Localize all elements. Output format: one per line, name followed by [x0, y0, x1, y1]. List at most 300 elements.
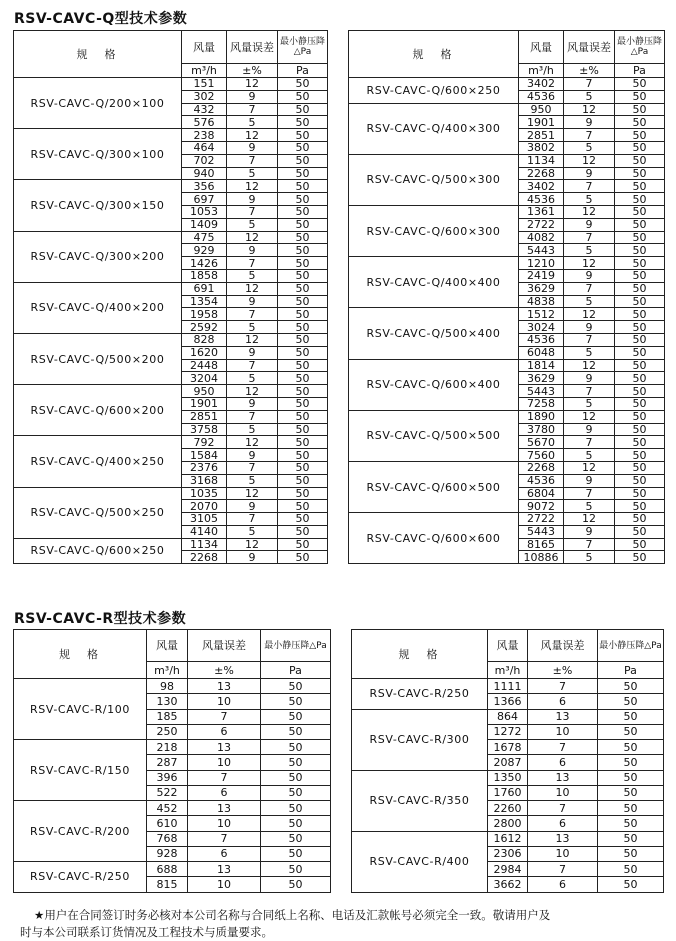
airflow-cell: 1958: [182, 308, 227, 321]
airflow-cell: 2448: [182, 359, 227, 372]
model-cell: RSV-CAVC-Q/300×150: [14, 180, 182, 231]
airflow-cell: 1584: [182, 449, 227, 462]
tolerance-cell: 10: [528, 724, 598, 739]
airflow-cell: 950: [182, 385, 227, 398]
airflow-cell: 1035: [182, 487, 227, 500]
table-row: [352, 679, 664, 694]
tolerance-cell: 7: [528, 679, 598, 694]
tolerance-cell: 12: [564, 410, 615, 423]
pressure-cell: 50: [615, 372, 665, 385]
header-airflow: 风量: [519, 31, 564, 64]
pressure-cell: 50: [278, 103, 328, 116]
pressure-cell: 50: [615, 154, 665, 167]
pressure-cell: 50: [261, 785, 331, 800]
tolerance-cell: 5: [564, 295, 615, 308]
airflow-cell: 4536: [519, 474, 564, 487]
header-min-pressure: 最小静压降△Pa: [598, 630, 664, 662]
pressure-cell: 50: [278, 129, 328, 142]
airflow-cell: 3402: [519, 180, 564, 193]
header-min-pressure: 最小静压降△Pa: [261, 630, 331, 662]
tolerance-cell: 5: [227, 269, 278, 282]
pressure-cell: 50: [615, 346, 665, 359]
pressure-cell: 50: [278, 269, 328, 282]
pressure-cell: 50: [598, 846, 664, 861]
tolerance-cell: 7: [188, 831, 261, 846]
airflow-cell: 3168: [182, 474, 227, 487]
airflow-cell: 452: [147, 801, 188, 816]
pressure-cell: 50: [615, 141, 665, 154]
pressure-cell: 50: [278, 372, 328, 385]
model-cell: RSV-CAVC-Q/600×400: [349, 359, 519, 410]
table-row: [352, 831, 664, 846]
airflow-cell: 1409: [182, 218, 227, 231]
pressure-cell: 50: [615, 423, 665, 436]
model-cell: RSV-CAVC-R/250: [14, 862, 147, 893]
unit-pressure: Pa: [261, 662, 331, 679]
tolerance-cell: 9: [227, 141, 278, 154]
r-section-title: RSV-CAVC-R型技术参数: [14, 611, 187, 627]
airflow-cell: 3629: [519, 282, 564, 295]
airflow-cell: 815: [147, 877, 188, 892]
pressure-cell: 50: [278, 205, 328, 218]
airflow-cell: 2592: [182, 321, 227, 334]
tolerance-cell: 7: [227, 359, 278, 372]
tolerance-cell: 7: [528, 740, 598, 755]
pressure-cell: 50: [615, 193, 665, 206]
pressure-cell: 50: [615, 282, 665, 295]
star-icon: ★: [34, 908, 45, 922]
pressure-cell: 50: [615, 487, 665, 500]
tolerance-cell: 6: [528, 816, 598, 831]
unit-pressure: Pa: [278, 64, 328, 78]
tolerance-cell: 9: [227, 397, 278, 410]
tolerance-cell: 7: [564, 333, 615, 346]
header-row: [349, 31, 665, 64]
table-row: [14, 333, 328, 346]
tolerance-cell: 7: [564, 129, 615, 142]
pressure-cell: 50: [615, 180, 665, 193]
tolerance-cell: 9: [227, 500, 278, 513]
q-section-title: RSV-CAVC-Q型技术参数: [14, 11, 188, 27]
table-row: [352, 709, 664, 724]
airflow-cell: 396: [147, 770, 188, 785]
airflow-cell: 130: [147, 694, 188, 709]
pressure-cell: 50: [278, 385, 328, 398]
pressure-cell: 50: [261, 709, 331, 724]
tolerance-cell: 6: [188, 785, 261, 800]
unit-airflow: m³/h: [488, 662, 528, 679]
pressure-cell: 50: [278, 538, 328, 551]
pressure-cell: 50: [278, 141, 328, 154]
pressure-cell: 50: [278, 231, 328, 244]
r-spec-table-left: [13, 629, 331, 893]
pressure-cell: 50: [615, 321, 665, 334]
tolerance-cell: 12: [227, 180, 278, 193]
pressure-cell: 50: [261, 740, 331, 755]
pressure-cell: 50: [615, 500, 665, 513]
pressure-cell: 50: [615, 103, 665, 116]
tolerance-cell: 9: [564, 269, 615, 282]
unit-pressure: Pa: [598, 662, 664, 679]
airflow-cell: 3204: [182, 372, 227, 385]
tolerance-cell: 6: [528, 877, 598, 892]
tolerance-cell: 5: [564, 500, 615, 513]
table-row: [349, 461, 665, 474]
airflow-cell: 151: [182, 78, 227, 91]
header-airflow: 风量: [182, 31, 227, 64]
pressure-cell: 50: [278, 449, 328, 462]
model-cell: RSV-CAVC-Q/300×100: [14, 129, 182, 180]
airflow-cell: 287: [147, 755, 188, 770]
tolerance-cell: 5: [564, 244, 615, 257]
tolerance-cell: 7: [564, 436, 615, 449]
pressure-cell: 50: [598, 740, 664, 755]
tolerance-cell: 7: [564, 538, 615, 551]
pressure-cell: 50: [598, 831, 664, 846]
airflow-cell: 1111: [488, 679, 528, 694]
pressure-cell: 50: [261, 877, 331, 892]
airflow-cell: 432: [182, 103, 227, 116]
pressure-cell: 50: [278, 474, 328, 487]
header-tolerance: 风量误差: [528, 630, 598, 662]
tolerance-cell: 10: [528, 846, 598, 861]
airflow-cell: 1426: [182, 257, 227, 270]
airflow-cell: 950: [519, 103, 564, 116]
pressure-cell: 50: [615, 129, 665, 142]
tolerance-cell: 5: [227, 372, 278, 385]
pressure-cell: 50: [615, 257, 665, 270]
tolerance-cell: 7: [564, 180, 615, 193]
table-row: [14, 282, 328, 295]
model-cell: RSV-CAVC-Q/500×400: [349, 308, 519, 359]
tolerance-cell: 12: [227, 333, 278, 346]
tolerance-cell: 9: [564, 423, 615, 436]
unit-airflow: m³/h: [147, 662, 188, 679]
pressure-cell: 50: [278, 346, 328, 359]
pressure-cell: 50: [278, 116, 328, 129]
airflow-cell: 3105: [182, 513, 227, 526]
tolerance-cell: 5: [564, 449, 615, 462]
tolerance-cell: 5: [564, 193, 615, 206]
airflow-cell: 1512: [519, 308, 564, 321]
airflow-cell: 768: [147, 831, 188, 846]
pressure-cell: 50: [615, 385, 665, 398]
airflow-cell: 828: [182, 333, 227, 346]
airflow-cell: 5670: [519, 436, 564, 449]
airflow-cell: 1053: [182, 205, 227, 218]
unit-airflow: m³/h: [182, 64, 227, 78]
pressure-cell: 50: [261, 694, 331, 709]
pressure-cell: 50: [278, 154, 328, 167]
pressure-cell: 50: [615, 231, 665, 244]
tolerance-cell: 7: [564, 78, 615, 91]
pressure-cell: 50: [615, 461, 665, 474]
tolerance-cell: 13: [188, 801, 261, 816]
pressure-cell: 50: [261, 831, 331, 846]
model-cell: RSV-CAVC-Q/200×100: [14, 78, 182, 129]
header-tolerance: 风量误差: [188, 630, 261, 662]
airflow-cell: 4536: [519, 193, 564, 206]
tolerance-cell: 5: [564, 397, 615, 410]
header-model: 规 格: [14, 31, 182, 78]
pressure-cell: 50: [278, 167, 328, 180]
tolerance-cell: 9: [227, 295, 278, 308]
airflow-cell: 1272: [488, 724, 528, 739]
header-row: [352, 630, 664, 662]
airflow-cell: 1890: [519, 410, 564, 423]
header-tolerance: 风量误差: [564, 31, 615, 64]
model-cell: RSV-CAVC-R/350: [352, 770, 488, 831]
pressure-cell: 50: [261, 846, 331, 861]
model-cell: RSV-CAVC-Q/600×600: [349, 513, 519, 564]
tolerance-cell: 12: [227, 282, 278, 295]
table-row: [349, 205, 665, 218]
model-cell: RSV-CAVC-Q/600×300: [349, 205, 519, 256]
model-cell: RSV-CAVC-Q/600×200: [14, 385, 182, 436]
pressure-cell: 50: [598, 816, 664, 831]
tolerance-cell: 9: [564, 116, 615, 129]
airflow-cell: 7560: [519, 449, 564, 462]
airflow-cell: 4082: [519, 231, 564, 244]
tolerance-cell: 7: [564, 487, 615, 500]
airflow-cell: 464: [182, 141, 227, 154]
tolerance-cell: 5: [564, 551, 615, 564]
airflow-cell: 3662: [488, 877, 528, 892]
tolerance-cell: 13: [188, 679, 261, 694]
airflow-cell: 1612: [488, 831, 528, 846]
pressure-cell: 50: [278, 282, 328, 295]
tolerance-cell: 5: [227, 321, 278, 334]
airflow-cell: 9072: [519, 500, 564, 513]
tolerance-cell: 6: [528, 755, 598, 770]
airflow-cell: 2851: [519, 129, 564, 142]
tolerance-cell: 7: [227, 308, 278, 321]
tolerance-cell: 9: [227, 449, 278, 462]
tolerance-cell: 9: [564, 167, 615, 180]
model-cell: RSV-CAVC-Q/400×400: [349, 257, 519, 308]
tolerance-cell: 13: [188, 862, 261, 877]
tolerance-cell: 5: [564, 346, 615, 359]
header-airflow: 风量: [147, 630, 188, 662]
tolerance-cell: 10: [188, 816, 261, 831]
airflow-cell: 1134: [519, 154, 564, 167]
pressure-cell: 50: [598, 877, 664, 892]
airflow-cell: 1620: [182, 346, 227, 359]
tolerance-cell: 13: [528, 709, 598, 724]
tolerance-cell: 7: [227, 513, 278, 526]
pressure-cell: 50: [598, 801, 664, 816]
header-model: 规 格: [352, 630, 488, 679]
tolerance-cell: 12: [227, 487, 278, 500]
tolerance-cell: 5: [227, 423, 278, 436]
unit-airflow: m³/h: [519, 64, 564, 78]
airflow-cell: 2268: [519, 461, 564, 474]
airflow-cell: 2851: [182, 410, 227, 423]
pressure-cell: 50: [598, 679, 664, 694]
airflow-cell: 929: [182, 244, 227, 257]
tolerance-cell: 9: [564, 218, 615, 231]
airflow-cell: 2800: [488, 816, 528, 831]
tolerance-cell: 6: [188, 724, 261, 739]
header-row: [14, 31, 328, 64]
tolerance-cell: 6: [528, 694, 598, 709]
airflow-cell: 4838: [519, 295, 564, 308]
tolerance-cell: 9: [227, 193, 278, 206]
airflow-cell: 940: [182, 167, 227, 180]
airflow-cell: 1366: [488, 694, 528, 709]
airflow-cell: 2984: [488, 862, 528, 877]
pressure-cell: 50: [261, 724, 331, 739]
airflow-cell: 7258: [519, 397, 564, 410]
airflow-cell: 5443: [519, 525, 564, 538]
table-row: [14, 436, 328, 449]
pressure-cell: 50: [615, 90, 665, 103]
pressure-cell: 50: [278, 333, 328, 346]
airflow-cell: 250: [147, 724, 188, 739]
tolerance-cell: 9: [227, 551, 278, 564]
airflow-cell: 1858: [182, 269, 227, 282]
pressure-cell: 50: [278, 359, 328, 372]
model-cell: RSV-CAVC-Q/500×500: [349, 410, 519, 461]
airflow-cell: 2070: [182, 500, 227, 513]
airflow-cell: 238: [182, 129, 227, 142]
tolerance-cell: 10: [528, 785, 598, 800]
table-row: [14, 129, 328, 142]
pressure-cell: 50: [615, 410, 665, 423]
tolerance-cell: 5: [227, 218, 278, 231]
airflow-cell: 1678: [488, 740, 528, 755]
pressure-cell: 50: [598, 724, 664, 739]
airflow-cell: 1210: [519, 257, 564, 270]
tolerance-cell: 12: [227, 385, 278, 398]
pressure-cell: 50: [598, 709, 664, 724]
header-model: 规 格: [349, 31, 519, 78]
pressure-cell: 50: [615, 436, 665, 449]
tolerance-cell: 7: [227, 410, 278, 423]
model-cell: RSV-CAVC-Q/400×200: [14, 282, 182, 333]
pressure-cell: 50: [261, 770, 331, 785]
header-min-pressure: 最小静压降△Pa: [278, 31, 328, 64]
pressure-cell: 50: [615, 551, 665, 564]
airflow-cell: 10886: [519, 551, 564, 564]
pressure-cell: 50: [278, 218, 328, 231]
tolerance-cell: 7: [188, 770, 261, 785]
airflow-cell: 702: [182, 154, 227, 167]
airflow-cell: 1350: [488, 770, 528, 785]
pressure-cell: 50: [615, 397, 665, 410]
model-cell: RSV-CAVC-R/200: [14, 801, 147, 862]
tolerance-cell: 5: [564, 141, 615, 154]
pressure-cell: 50: [278, 397, 328, 410]
table-row: [14, 538, 328, 551]
pressure-cell: 50: [615, 116, 665, 129]
airflow-cell: 1354: [182, 295, 227, 308]
airflow-cell: 1361: [519, 205, 564, 218]
airflow-cell: 1901: [182, 397, 227, 410]
pressure-cell: 50: [615, 449, 665, 462]
tolerance-cell: 5: [227, 116, 278, 129]
pressure-cell: 50: [261, 755, 331, 770]
tolerance-cell: 10: [188, 755, 261, 770]
airflow-cell: 792: [182, 436, 227, 449]
model-cell: RSV-CAVC-R/400: [352, 831, 488, 892]
pressure-cell: 50: [615, 205, 665, 218]
airflow-cell: 356: [182, 180, 227, 193]
tolerance-cell: 13: [528, 770, 598, 785]
airflow-cell: 4536: [519, 90, 564, 103]
pressure-cell: 50: [278, 513, 328, 526]
airflow-cell: 691: [182, 282, 227, 295]
tolerance-cell: 9: [227, 346, 278, 359]
table-row: [349, 359, 665, 372]
tolerance-cell: 7: [564, 385, 615, 398]
pressure-cell: 50: [615, 167, 665, 180]
table-row: [349, 103, 665, 116]
table-row: [349, 513, 665, 526]
header-model: 规 格: [14, 630, 147, 679]
model-cell: RSV-CAVC-Q/300×200: [14, 231, 182, 282]
airflow-cell: 2419: [519, 269, 564, 282]
airflow-cell: 928: [147, 846, 188, 861]
pressure-cell: 50: [278, 244, 328, 257]
airflow-cell: 6804: [519, 487, 564, 500]
pressure-cell: 50: [278, 193, 328, 206]
pressure-cell: 50: [261, 862, 331, 877]
header-tolerance: 风量误差: [227, 31, 278, 64]
tolerance-cell: 5: [227, 474, 278, 487]
tolerance-cell: 12: [564, 461, 615, 474]
tolerance-cell: 9: [564, 372, 615, 385]
pressure-cell: 50: [615, 78, 665, 91]
model-cell: RSV-CAVC-Q/400×250: [14, 436, 182, 487]
pressure-cell: 50: [278, 308, 328, 321]
tolerance-cell: 7: [227, 103, 278, 116]
table-row: [349, 308, 665, 321]
tolerance-cell: 5: [227, 167, 278, 180]
airflow-cell: 2376: [182, 461, 227, 474]
unit-tolerance: ±%: [188, 662, 261, 679]
airflow-cell: 610: [147, 816, 188, 831]
airflow-cell: 2306: [488, 846, 528, 861]
airflow-cell: 688: [147, 862, 188, 877]
pressure-cell: 50: [598, 755, 664, 770]
airflow-cell: 2268: [182, 551, 227, 564]
airflow-cell: 697: [182, 193, 227, 206]
airflow-cell: 4536: [519, 333, 564, 346]
tolerance-cell: 9: [227, 244, 278, 257]
pressure-cell: 50: [278, 487, 328, 500]
tolerance-cell: 6: [188, 846, 261, 861]
tolerance-cell: 9: [564, 525, 615, 538]
airflow-cell: 5443: [519, 385, 564, 398]
pressure-cell: 50: [615, 359, 665, 372]
airflow-cell: 185: [147, 709, 188, 724]
pressure-cell: 50: [615, 308, 665, 321]
airflow-cell: 8165: [519, 538, 564, 551]
model-cell: RSV-CAVC-Q/400×300: [349, 103, 519, 154]
pressure-cell: 50: [278, 423, 328, 436]
table-row: [14, 78, 328, 91]
pressure-cell: 50: [278, 461, 328, 474]
pressure-cell: 50: [615, 333, 665, 346]
airflow-cell: 3024: [519, 321, 564, 334]
tolerance-cell: 13: [188, 740, 261, 755]
airflow-cell: 3780: [519, 423, 564, 436]
footnote-line-2: 时与本公司联系订货情况及工程技术与质量要求。: [20, 925, 273, 939]
table-row: [14, 180, 328, 193]
model-cell: RSV-CAVC-Q/600×500: [349, 461, 519, 512]
model-cell: RSV-CAVC-R/250: [352, 679, 488, 710]
